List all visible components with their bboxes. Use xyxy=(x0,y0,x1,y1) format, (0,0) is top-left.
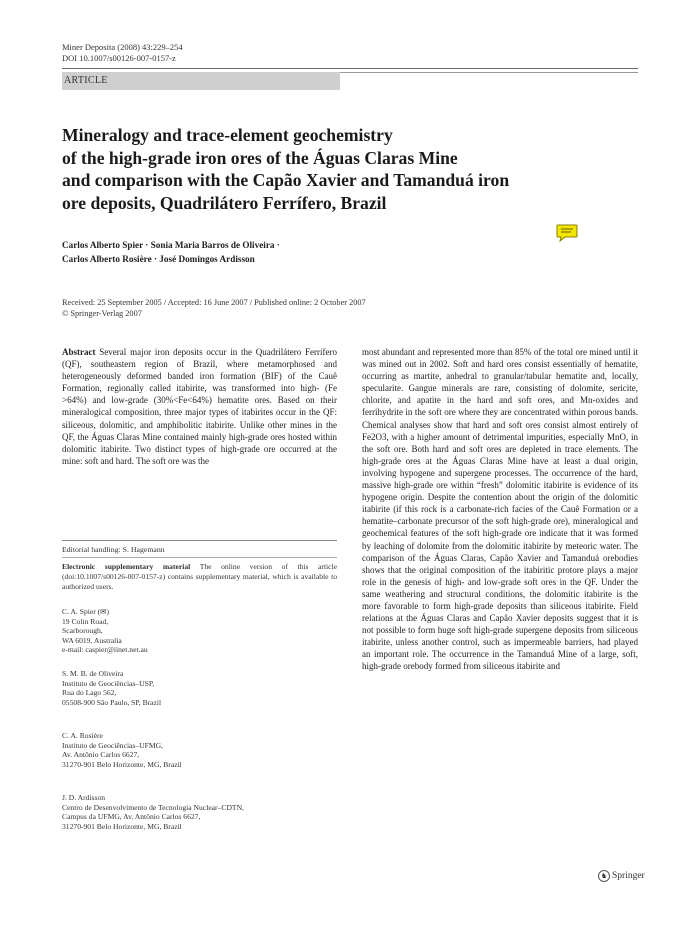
footnote-rule xyxy=(62,557,337,558)
abstract-left-column xyxy=(62,346,337,467)
address-line: WA 6019, Australia xyxy=(62,635,122,645)
title-line: of the high-grade iron ores of the Águas Claras Mine xyxy=(62,147,458,168)
publication-dates xyxy=(62,297,366,319)
header-rule xyxy=(62,68,638,69)
address-line: Scarborough, xyxy=(62,626,103,636)
article-title xyxy=(62,124,622,214)
section-label: ARTICLE xyxy=(64,75,108,86)
journal-citation: Miner Deposita (2008) 43:229–254 xyxy=(62,42,183,52)
address-line: J. D. Ardisson xyxy=(62,793,106,802)
esm-heading: Electronic supplementary material xyxy=(62,562,191,571)
esm-text: The online version of this article (doi:10.1007/s00126-007-0157-z) contains supplementary material, which is available to authorized users. xyxy=(62,562,338,591)
address-line: C. A. Rosière xyxy=(62,731,103,740)
title-line: and comparison with the Capão Xavier and Tamanduá iron xyxy=(62,170,510,190)
comment-note-icon[interactable] xyxy=(556,224,578,242)
supplementary-material-note xyxy=(62,562,337,592)
editorial-handling: Editorial handling: S. Hagemann xyxy=(62,545,165,554)
author-address xyxy=(62,731,182,769)
footnote-rule xyxy=(62,540,337,541)
address-line: 31270-901 Belo Horizonte, MG, Brazil xyxy=(62,821,182,831)
address-line: 31270-901 Belo Horizonte, MG, Brazil xyxy=(62,759,182,769)
received-line: Received: 25 September 2005 / Accepted: 16 June 2007 / Published online: 2 October 2007 xyxy=(62,298,366,307)
doi-line: DOI 10.1007/s00126-007-0157-z xyxy=(62,53,176,63)
address-line: 05508-900 São Paulo, SP, Brazil xyxy=(62,697,162,707)
authors xyxy=(62,238,280,266)
address-line: Campus da UFMG, Av. Antônio Carlos 6627, xyxy=(62,812,201,822)
address-line: Instituto de Geociências–USP, xyxy=(62,678,155,688)
author-line: Carlos Alberto Rosière · José Domingos Ardisson xyxy=(62,254,255,264)
section-bar-rule xyxy=(340,72,638,73)
address-line: Instituto de Geociências–UFMG, xyxy=(62,740,164,750)
title-line: Mineralogy and trace-element geochemistry xyxy=(62,125,393,145)
journal-header xyxy=(62,42,183,64)
author-address xyxy=(62,607,148,655)
publisher-logo xyxy=(598,870,645,882)
abstract-text-right: most abundant and represented more than 85% of the total ore mined until it was mined out in 2002. Soft and hard ores consist essentially of hematite, occurring as martite, anhedral to granular/tabular hematite and, locally, specularite. Gangue minerals are rare, consisting of dolomite, sericite, chlorite, and apatite in the hard and soft ores, and Mn-oxides and ferrihydrite in the soft ore where they are concentrated within porous bands. Chemical analyses show that hard and soft ores consist almost entirely of Fe2O3, with a higher amount of detrimental impurities, especially MnO, in the soft ore. Both hard and soft ores are depleted in trace elements. The high-grade ores at the Águas Claras Mine have at least a dual origin, involving hypogene and supergene processes. The occurrence of the hard, massive high-grade ore within “fresh” dolomitic itabirite is evidence of its hypogene origin. Despite the contention about the origin of the dolomitic itabirite (if this rock is a carbonate-rich facies of the Cauê Formation or a hematite–carbonate precursor of the soft high-grade ore), mineralogical and geochemical features of the soft high-grade ore indicate that it was formed by leaching of dolomite from the dolomitic itabirite by meteoric water. The comparison of the Águas Claras, Capão Xavier and Tamanduá orebodies shows that the original composition of the itabiritic protore plays a major role in the genesis of high- and low-grade soft ores in the QF. Under the same weathering and structural conditions, the dolomitic itabirite is the more favorable to form high-grade deposits than siliceous itabirite. Field relations at the Águas Claras and Capão Xavier deposits suggest that it is not possible to form huge soft high-grade supergene deposits from siliceous itabirite, unless another control, such as impermeable barriers, had played an important role. The occurrence in the Tamanduá Mine of a large, soft, high-grade orebody formed from siliceous itabirite and xyxy=(362,347,638,672)
abstract-paragraph xyxy=(62,346,337,467)
abstract-text-left: Several major iron deposits occur in the Quadrilátero Ferrífero (QF), southeastern region of Brazil, where metamorphosed and heterogeneously deformed banded iron formation (BIF) of the Cauê Formation, regionally called itabirite, was transformed into high- (Fe >64%) and low-grade (30%<Fe<64%) hematite ores. Based on their mineralogical composition, three major types of itabirites occur in the QF: siliceous, dolomitic, and amphibolitic itabirite. Unlike other mines in the QF, the Águas Claras Mine contained mainly high-grade ores hosted within dolomitic itabirite. Two distinct types of high-grade ore occurred at the mine: soft and hard. The soft ore was the xyxy=(62,347,338,466)
address-line: Rua do Lago 562, xyxy=(62,688,117,698)
address-line: Av. Antônio Carlos 6627, xyxy=(62,750,140,760)
publisher-name: Springer xyxy=(612,871,645,882)
author-line: Carlos Alberto Spier · Sonia Maria Barros de Oliveira · xyxy=(62,240,280,250)
abstract-heading: Abstract xyxy=(62,347,96,357)
email-line[interactable]: e-mail: caspier@iinet.net.au xyxy=(62,645,148,655)
address-line: C. A. Spier (✉) xyxy=(62,607,110,616)
address-line: 19 Colin Road, xyxy=(62,616,109,626)
author-address xyxy=(62,669,161,707)
title-line: ore deposits, Quadrilátero Ferrífero, Brazil xyxy=(62,192,387,213)
author-address xyxy=(62,793,244,831)
address-line: S. M. B. de Oliveira xyxy=(62,669,124,678)
copyright-line: © Springer-Verlag 2007 xyxy=(62,309,142,318)
abstract-right-column xyxy=(362,346,638,673)
springer-horse-icon: ♞ xyxy=(598,870,610,882)
address-line: Centro de Desenvolvimento de Tecnologia Nuclear–CDTN, xyxy=(62,802,244,812)
